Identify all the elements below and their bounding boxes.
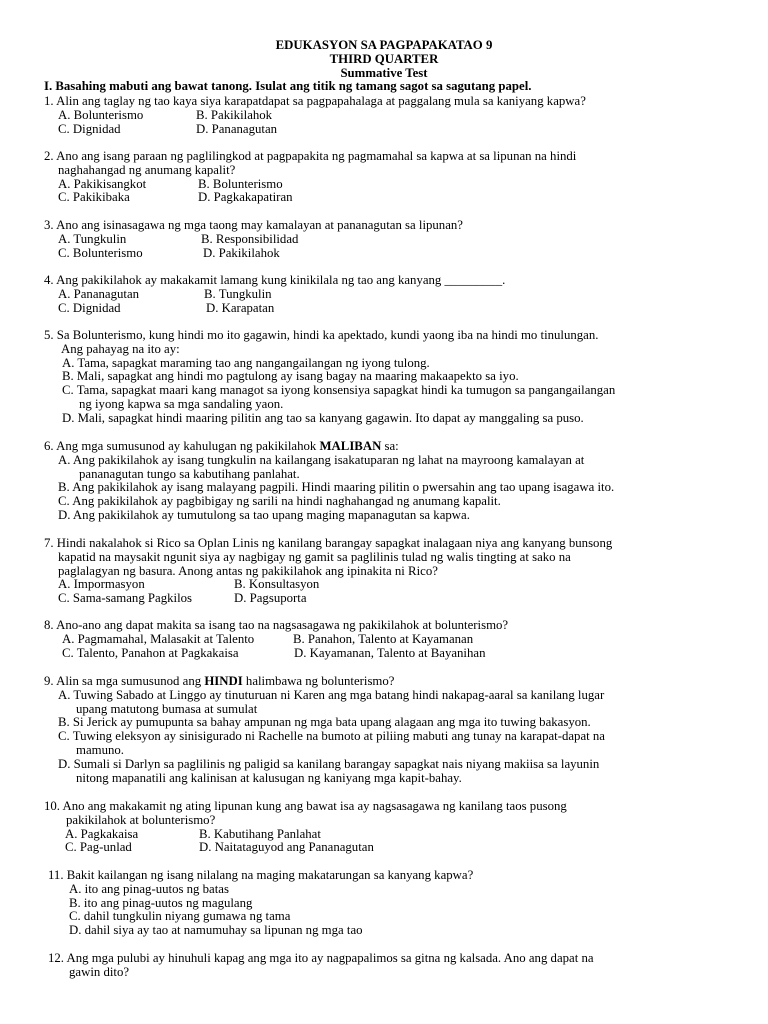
question-text: 6. Ang mga sumusunod ay kahulugan ng pakikilahok MALIBAN sa:	[44, 439, 399, 453]
option-a: A. Pakikisangkot	[58, 176, 147, 191]
question-text-cont: pakikilahok at bolunterismo?	[66, 812, 216, 827]
option-b: B. Konsultasyon	[234, 577, 320, 592]
question-text-cont: kapatid na maysakit ngunit siya ay nagbigay ng gamit sa paglilinis tulad ng walis tingting at sako na	[58, 549, 571, 564]
question-text: 7. Hindi nakalahok si Rico sa Oplan Linis ng kanilang barangay sapagkat inalagaan niya ang kanyang bunsong	[44, 536, 613, 550]
option-c: C. Tama, sapagkat maari kang managot sa iyong konsensiya sapagkat hindi ka tumugon sa pangangailangan	[62, 383, 616, 398]
option-b: B. Si Jerick ay pumupunta sa bahay ampunan ng mga bata upang alagaan ang mga ito tuwing bakasyon.	[58, 715, 591, 730]
option-d: D. dahil siya ay tao at namumuhay sa lipunan ng mga tao	[69, 923, 363, 938]
option-c-cont: ng iyong kapwa sa mga sandaling yaon.	[79, 396, 284, 411]
question-2	[44, 150, 576, 205]
question-text-cont: gawin dito?	[69, 964, 130, 979]
option-d: D. Pananagutan	[196, 121, 278, 136]
question-1	[44, 95, 586, 136]
option-c: C. Sama-samang Pagkilos	[58, 591, 192, 606]
option-c: C. dahil tungkulin niyang gumawa ng tama	[69, 909, 291, 924]
question-text: 8. Ano-ano ang dapat makita sa isang tao na nagsasagawa ng pakikilahok at bolunterismo?	[44, 618, 509, 632]
question-5	[44, 329, 615, 426]
question-text: 9. Alin sa mga sumusunod ang HINDI halimbawa ng bolunterismo?	[44, 674, 395, 688]
option-a-cont: upang matutong bumasa at sumulat	[76, 701, 258, 716]
option-b: B. Bolunterismo	[198, 176, 283, 191]
option-b: B. Ang pakikilahok ay isang malayang pagpili. Hindi maaring pilitin o pwersahin ang tao upang isagawa ito.	[58, 480, 615, 495]
option-d: D. Sumali si Darlyn sa paglilinis ng paligid sa kanilang barangay sapagkat nais niyang makiisa sa layunin	[58, 756, 600, 771]
question-text: 1. Alin ang taglay ng tao kaya siya karapatdapat sa pagpapahalaga at paggalang mula sa kaniyang kapwa?	[44, 94, 586, 108]
option-b: B. Tungkulin	[204, 286, 272, 301]
question-text: 12. Ang mga pulubi ay hinuhuli kapag ang mga ito ay nagpapalimos sa gitna ng kalsada. Ano ang dapat na	[48, 951, 594, 965]
option-b: B. Panahon, Talento at Kayamanan	[293, 631, 474, 646]
option-a: A. Bolunterismo	[58, 107, 144, 122]
question-6	[44, 440, 614, 523]
option-a: A. ito ang pinag-uutos ng batas	[69, 881, 229, 896]
option-d: D. Karapatan	[206, 300, 275, 315]
question-text-cont: paglalagyan ng basura. Anong antas ng pakikilahok ang ipinakita ni Rico?	[58, 563, 438, 578]
option-a: A. Pagmamahal, Malasakit at Talento	[62, 631, 255, 646]
option-a: A. Tama, sapagkat maraming tao ang nangangailangan ng iyong tulong.	[62, 355, 430, 370]
question-8	[44, 619, 508, 660]
question-text: 3. Ano ang isinasagawa ng mga taong may kamalayan at pananagutan sa lipunan?	[44, 218, 463, 232]
option-c-cont: mamuno.	[76, 742, 124, 757]
option-a: A. Ang pakikilahok ay isang tungkulin na kailangang isakatuparan ng lahat na mayroong kamalayan at	[58, 452, 585, 467]
option-c: C. Dignidad	[58, 300, 121, 315]
option-d: D. Pagsuporta	[234, 591, 307, 606]
option-d: D. Mali, sapagkat hindi maaring pilitin ang tao sa kanyang gagawin. Ito dapat ay manggaling sa puso.	[62, 410, 584, 425]
quarter-label: THIRD QUARTER	[329, 52, 439, 66]
question-text: 5. Sa Bolunterismo, kung hindi mo ito gagawin, hindi ka apektado, kundi yaong iba na hindi mo tinulungan.	[44, 328, 599, 342]
option-d-cont: nitong mapanatili ang kalinisan at kalusugan ng kaniyang mga kapit-bahay.	[76, 770, 462, 785]
option-b: B. Pakikilahok	[196, 107, 273, 122]
option-c: C. Dignidad	[58, 121, 121, 136]
option-a: A. Impormasyon	[58, 577, 145, 592]
question-text-cont: Ang pahayag na ito ay:	[61, 341, 180, 356]
option-c: C. Ang pakikilahok ay pagbibigay ng sarili na hindi naghahangad ng anumang kapalit.	[58, 494, 501, 509]
option-c: C. Pag-unlad	[65, 840, 132, 855]
option-a: A. Pagkakaisa	[65, 826, 139, 841]
option-a: A. Tungkulin	[58, 231, 127, 246]
option-b: B. Responsibilidad	[201, 231, 299, 246]
question-3	[44, 219, 463, 260]
option-c: C. Bolunterismo	[58, 245, 143, 260]
option-d: D. Kayamanan, Talento at Bayanihan	[294, 645, 486, 660]
question-9	[44, 675, 605, 785]
option-c: C. Talento, Panahon at Pagkakaisa	[62, 645, 239, 660]
option-c: C. Tuwing eleksyon ay sinisigurado ni Rachelle na bumoto at piliing mabuti ang tunay na karapat-dapat na	[58, 729, 605, 744]
instructions: I. Basahing mabuti ang bawat tanong. Isulat ang titik ng tamang sagot sa sagutang papel.	[44, 79, 532, 93]
option-a: A. Pananagutan	[58, 286, 140, 301]
test-type-label: Summative Test	[340, 66, 428, 80]
option-d: D. Naitataguyod ang Pananagutan	[199, 840, 374, 855]
question-text: 10. Ano ang makakamit ng ating lipunan kung ang bawat isa ay nagsasagawa ng kanilang taos pusong	[44, 799, 567, 813]
question-text: 4. Ang pakikilahok ay makakamit lamang kung kinikilala ng tao ang kanyang _________.	[44, 273, 506, 287]
option-b: B. ito ang pinag-uutos ng magulang	[69, 895, 253, 910]
emphasis-word: HINDI	[204, 674, 243, 688]
question-7	[44, 537, 612, 606]
question-text-cont: naghahangad ng anumang kapalit?	[58, 162, 236, 177]
question-text: 11. Bakit kailangan ng isang nilalang na maging makatarungan sa kanyang kapwa?	[48, 868, 474, 882]
option-d: D. Ang pakikilahok ay tumutulong sa tao upang maging mapanagutan sa kapwa.	[58, 507, 470, 522]
option-d: D. Pakikilahok	[203, 245, 280, 260]
option-b: B. Kabutihang Panlahat	[199, 826, 321, 841]
option-b: B. Mali, sapagkat ang hindi mo pagtulong ay isang bagay na maaring makaapekto sa iyo.	[62, 369, 519, 384]
question-12	[48, 952, 594, 980]
option-a: A. Tuwing Sabado at Linggo ay tinuturuan ni Karen ang mga batang hindi nakapag-aaral sa kanilang lugar	[58, 687, 605, 702]
question-text: 2. Ano ang isang paraan ng paglilingkod at pagpapakita ng pagmamahal sa kapwa at sa lipunan na hindi	[44, 149, 577, 163]
option-d: D. Pagkakapatiran	[198, 190, 293, 205]
option-a-cont: pananagutan tungo sa kabutihang panlahat.	[79, 466, 300, 481]
question-10	[44, 800, 567, 855]
question-11	[48, 869, 473, 938]
option-c: C. Pakikibaka	[58, 190, 130, 205]
document-title: EDUKASYON SA PAGPAPAKATAO 9	[275, 38, 493, 52]
question-4	[44, 274, 505, 315]
emphasis-word: MALIBAN	[319, 439, 382, 453]
